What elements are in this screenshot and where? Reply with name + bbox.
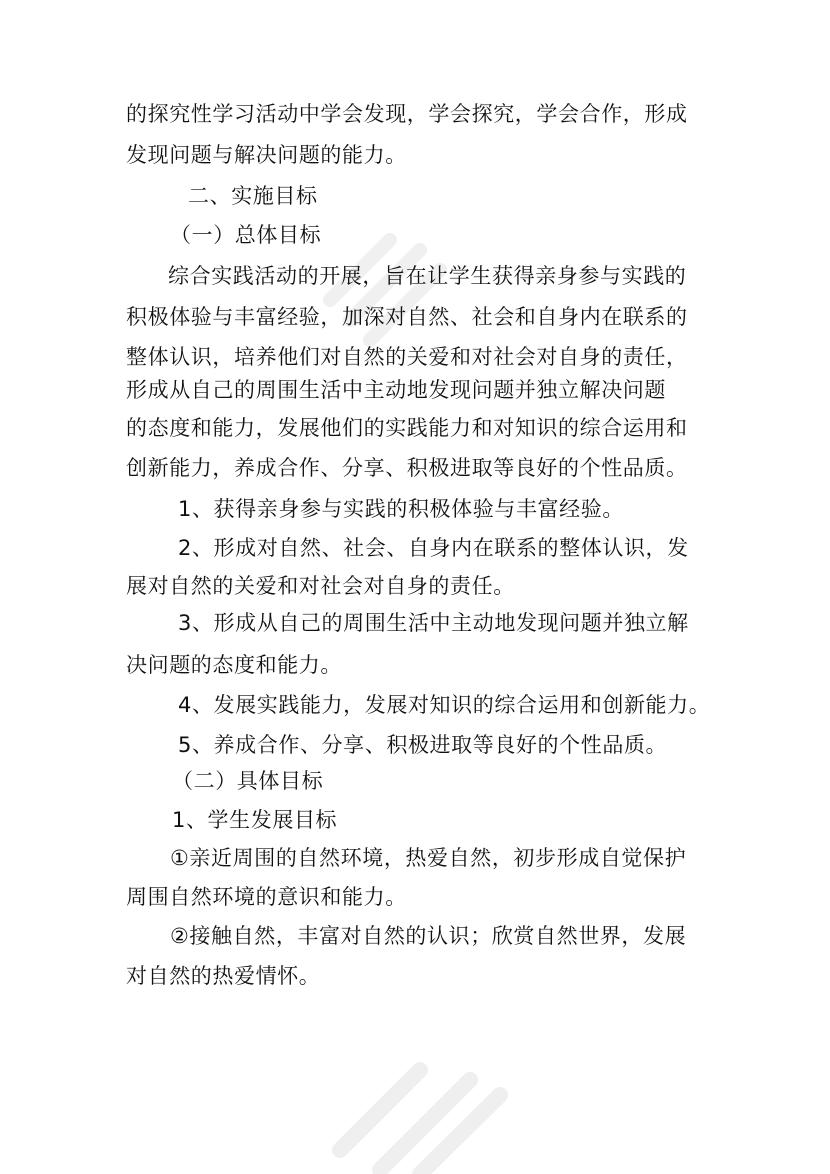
student-goal-1: ①亲近周围的自然环境，热爱自然，初步形成自觉保护: [170, 846, 687, 870]
body-line-7: 整体认识，培养他们对自然的关爱和对社会对自身的责任，: [126, 345, 688, 369]
goal-item-5: 5、养成合作、分享、积极进取等良好的个性品质。: [178, 733, 668, 757]
goal-item-3: 3、形成从自己的周围生活中主动地发现问题并独立解: [178, 611, 689, 635]
student-goal-2-cont: 对自然的热爱情怀。: [126, 964, 321, 988]
goal-item-3-cont: 决问题的态度和能力。: [126, 653, 342, 677]
body-line-6: 积极体验与丰富经验，加深对自然、社会和自身内在联系的: [126, 305, 688, 329]
body-line-1: 的探究性学习活动中学会发现，学会探究，学会合作，形成: [126, 102, 688, 126]
body-line-5: 综合实践活动的开展，旨在让学生获得亲身参与实践的: [168, 264, 687, 288]
student-goal-1-cont: 周围自然环境的意识和能力。: [126, 885, 407, 909]
goal-item-2: 2、形成对自然、社会、自身内在联系的整体认识，发: [178, 536, 689, 560]
body-line-8: 形成从自己的周围生活中主动地发现问题并独立解决问题: [126, 378, 666, 402]
body-line-9: 的态度和能力，发展他们的实践能力和对知识的综合运用和: [126, 416, 688, 440]
watermark-lower: [340, 1070, 500, 1174]
goal-item-4: 4、发展实践能力，发展对知识的综合运用和创新能力。: [178, 693, 711, 717]
subheading-specific-goals: （二）具体目标: [172, 769, 324, 793]
body-line-2: 发现问题与解决问题的能力。: [126, 143, 407, 167]
subheading-overall-goals: （一）总体目标: [170, 223, 322, 247]
goal-item-2-cont: 展对自然的关爱和对社会对自身的责任。: [126, 574, 515, 598]
subheading-student-development: 1、学生发展目标: [172, 808, 338, 832]
goal-item-1: 1、获得亲身参与实践的积极体验与丰富经验。: [178, 497, 624, 521]
student-goal-2: ②接触自然，丰富对自然的认识；欣赏自然世界，发展: [170, 924, 687, 948]
section-heading-implementation-goals: 二、实施目标: [188, 184, 318, 208]
body-line-10: 创新能力，养成合作、分享、积极进取等良好的个性品质。: [126, 456, 688, 480]
